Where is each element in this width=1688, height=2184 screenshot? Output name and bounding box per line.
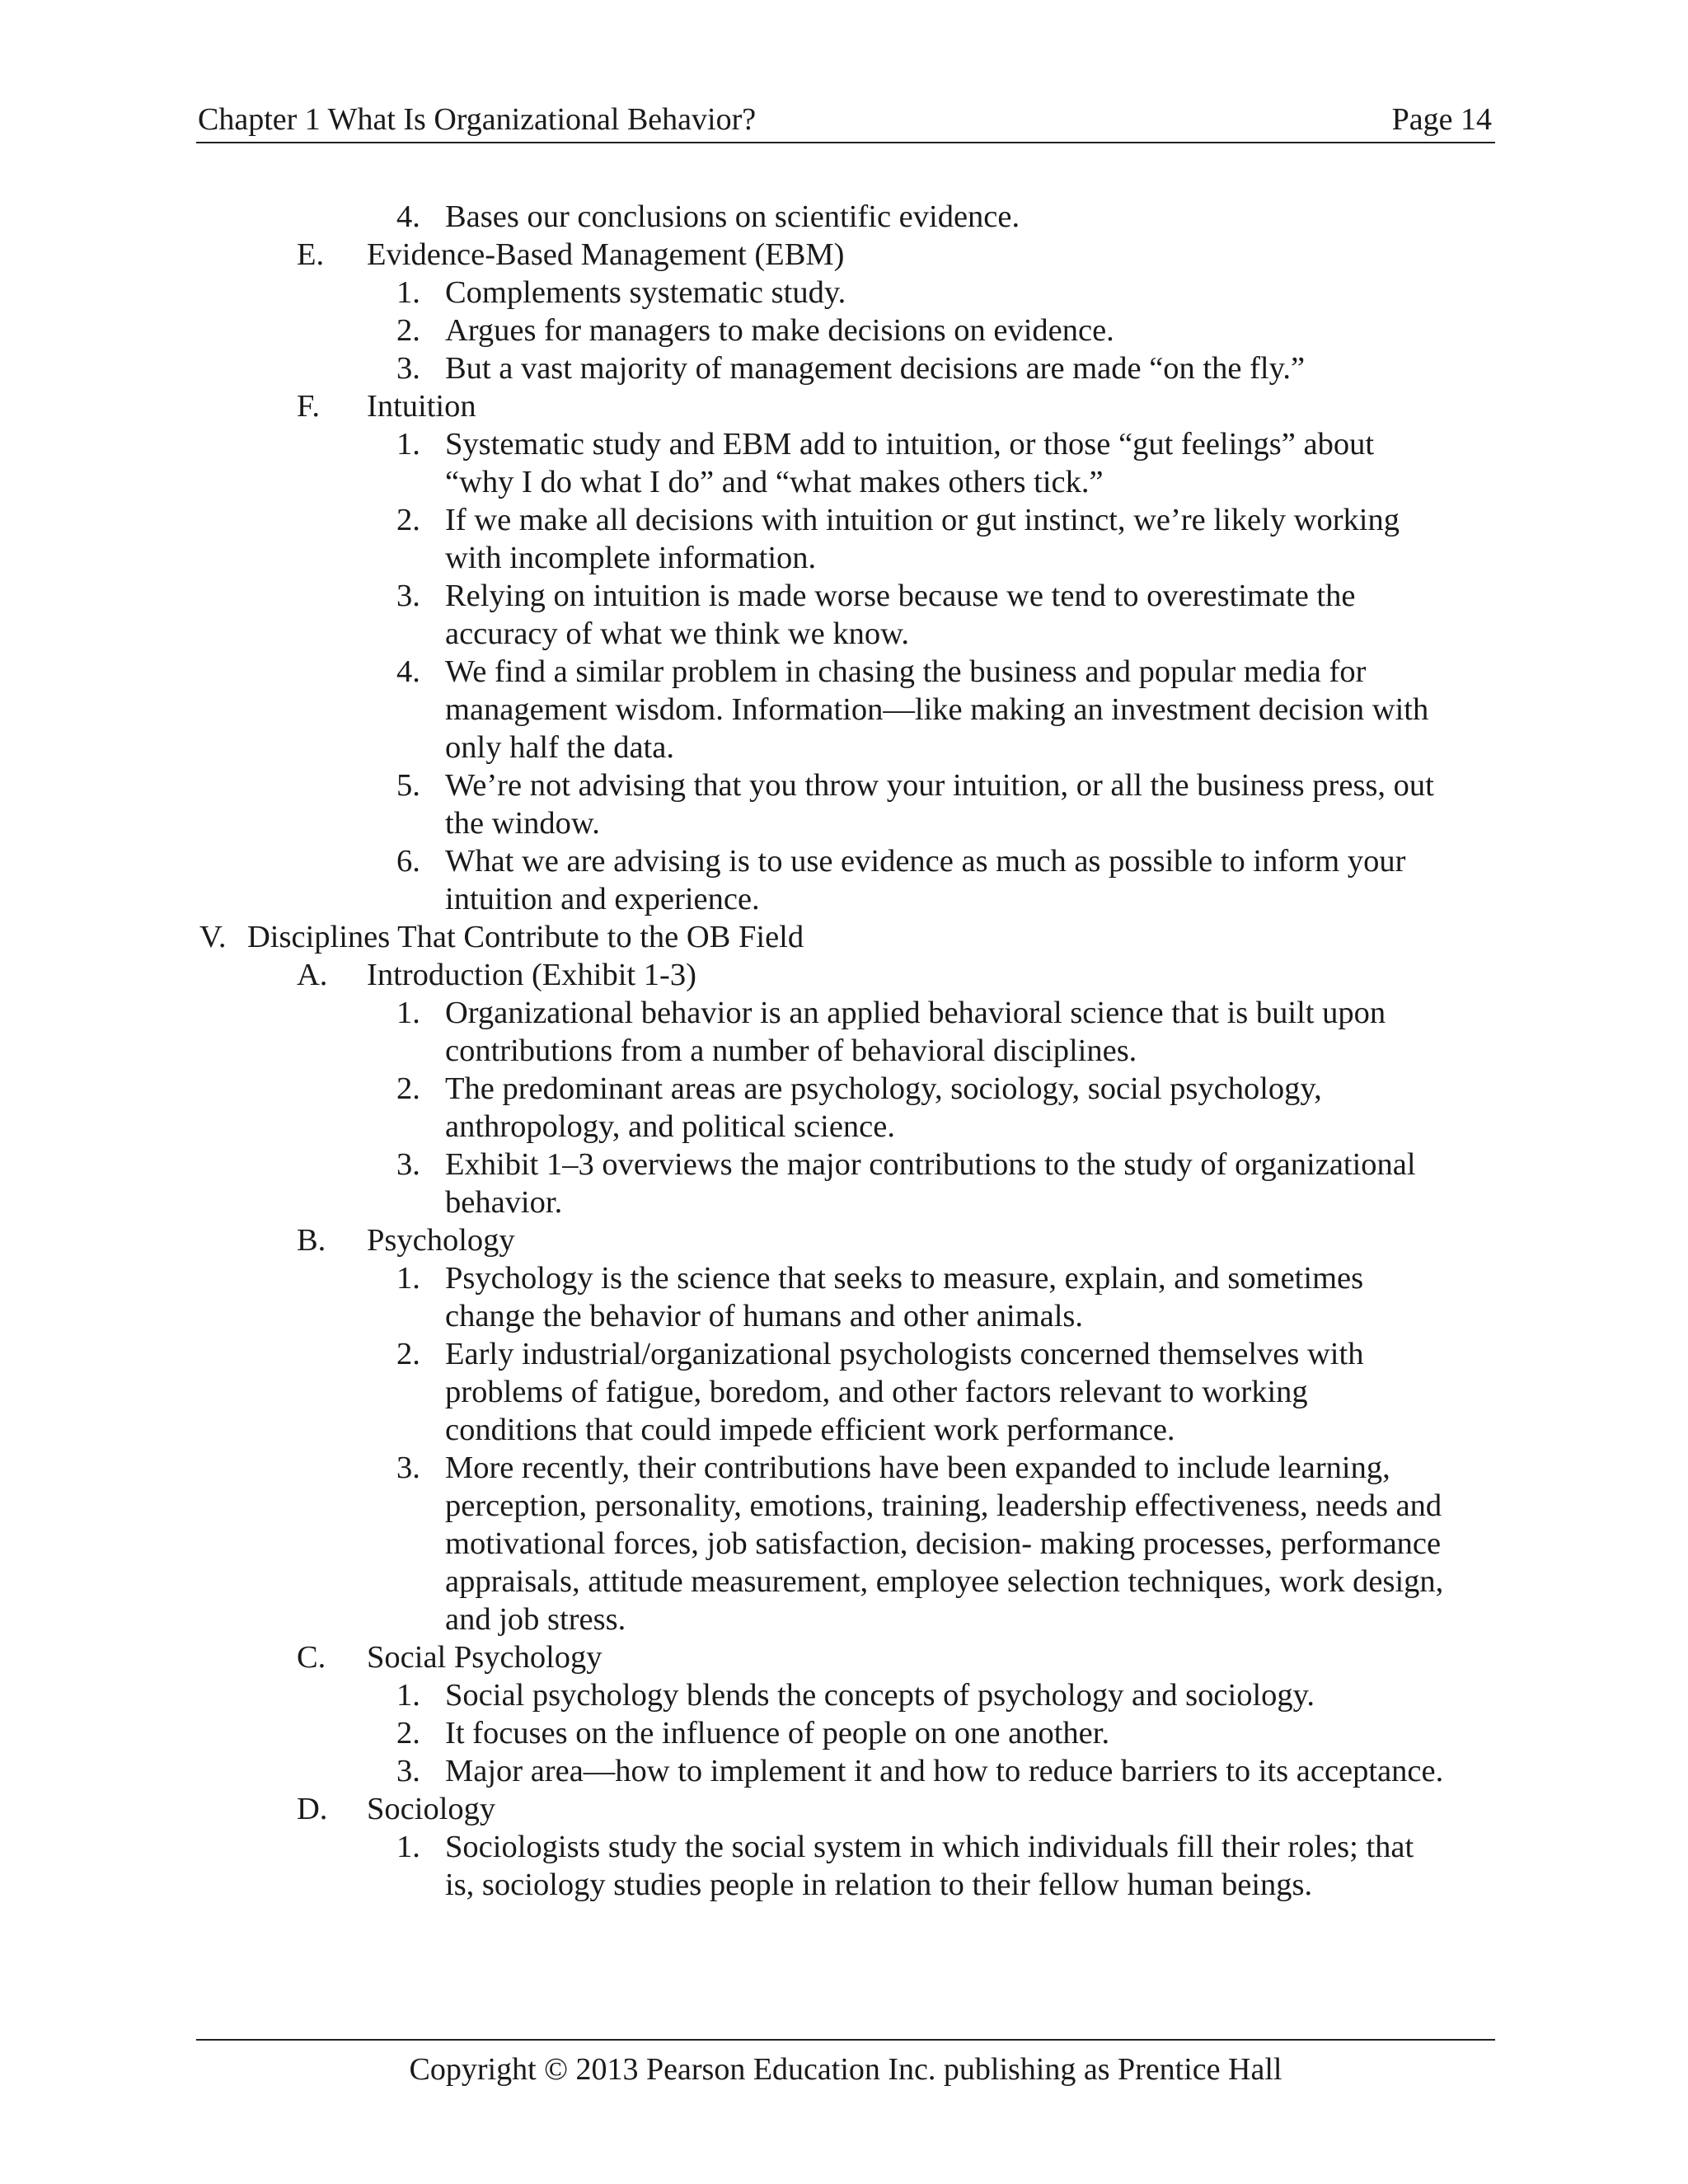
outline-text: More recently, their contributions have been expanded to include learning,: [445, 1451, 1390, 1485]
outline-marker: 4.: [396, 199, 420, 234]
outline-subsection-line: [0, 1638, 1688, 1676]
outline-continuation-line: [0, 804, 1688, 842]
outline-continuation-line: [0, 880, 1688, 918]
outline-text: perception, personality, emotions, training, leadership effectiveness, needs and: [445, 1488, 1442, 1523]
outline-continuation-line: [0, 615, 1688, 653]
outline-marker: 2.: [396, 1337, 420, 1371]
outline-marker: 3.: [396, 351, 420, 386]
outline-marker: 5.: [396, 768, 420, 803]
outline-continuation-line: [0, 463, 1688, 501]
outline-continuation-line: [0, 539, 1688, 577]
outline-text: Organizational behavior is an applied behavioral science that is built upon: [445, 996, 1386, 1030]
outline-continuation-line: [0, 1183, 1688, 1221]
outline-item-line: [0, 577, 1688, 615]
outline-continuation-line: [0, 691, 1688, 729]
outline-marker: A.: [297, 958, 328, 992]
outline-marker: 2.: [396, 313, 420, 348]
outline-text: change the behavior of humans and other animals.: [445, 1299, 1084, 1333]
outline-item-line: [0, 766, 1688, 804]
outline-marker: 1.: [396, 1261, 420, 1296]
outline-item-line: [0, 842, 1688, 880]
chapter-title: Chapter 1 What Is Organizational Behavior?: [198, 102, 757, 137]
outline-text: We find a similar problem in chasing the business and popular media for: [445, 654, 1367, 689]
outline-continuation-line: [0, 1525, 1688, 1563]
outline-continuation-line: [0, 1108, 1688, 1146]
outline-marker: 1.: [396, 1830, 420, 1864]
outline-marker: 2.: [396, 1071, 420, 1106]
outline-text: Intuition: [367, 389, 476, 424]
outline-text: Disciplines That Contribute to the OB Field: [247, 920, 804, 954]
outline-text: conditions that could impede efficient work performance.: [445, 1413, 1175, 1447]
outline-text: If we make all decisions with intuition or gut instinct, we’re likely working: [445, 503, 1400, 537]
outline-text: It focuses on the influence of people on one another.: [445, 1716, 1110, 1750]
outline-text: The predominant areas are psychology, sociology, social psychology,: [445, 1071, 1322, 1106]
outline-marker: 3.: [396, 579, 420, 613]
outline-item-line: [0, 501, 1688, 539]
outline-marker: D.: [297, 1792, 328, 1826]
outline-item-line: [0, 198, 1688, 236]
outline-text: only half the data.: [445, 730, 674, 765]
outline-text: and job stress.: [445, 1602, 626, 1637]
outline-text: But a vast majority of management decisions are made “on the fly.”: [445, 351, 1306, 386]
outline-subsection-line: [0, 387, 1688, 425]
outline-marker: 1.: [396, 275, 420, 310]
outline-text: accuracy of what we think we know.: [445, 616, 910, 651]
outline-text: Bases our conclusions on scientific evidence.: [445, 199, 1020, 234]
outline-subsection-line: [0, 956, 1688, 994]
outline-continuation-line: [0, 1563, 1688, 1601]
outline-item-line: [0, 1828, 1688, 1866]
outline-continuation-line: [0, 1487, 1688, 1525]
outline-item-line: [0, 994, 1688, 1032]
outline-marker: 4.: [396, 654, 420, 689]
outline-marker: B.: [297, 1223, 326, 1258]
page-number: Page 14: [1391, 102, 1492, 137]
outline-continuation-line: [0, 729, 1688, 766]
outline-marker: 1.: [396, 427, 420, 462]
outline-item-line: [0, 1752, 1688, 1790]
copyright-notice: Copyright © 2013 Pearson Education Inc. publishing as Prentice Hall: [409, 2052, 1282, 2087]
outline-item-line: [0, 425, 1688, 463]
outline-text: Early industrial/organizational psychologists concerned themselves with: [445, 1337, 1364, 1371]
outline-item-line: [0, 653, 1688, 691]
outline-text: anthropology, and political science.: [445, 1109, 895, 1144]
outline-text: Psychology: [367, 1223, 515, 1258]
outline-item-line: [0, 349, 1688, 387]
outline-text: Introduction (Exhibit 1-3): [367, 958, 696, 992]
outline-item-line: [0, 1070, 1688, 1108]
outline-text: problems of fatigue, boredom, and other factors relevant to working: [445, 1375, 1308, 1409]
outline-text: Sociology: [367, 1792, 496, 1826]
outline-marker: C.: [297, 1640, 326, 1675]
outline-item-line: [0, 1335, 1688, 1373]
outline-subsection-line: [0, 1790, 1688, 1828]
outline-text: contributions from a number of behavioral disciplines.: [445, 1033, 1137, 1068]
outline-item-line: [0, 1449, 1688, 1487]
outline-section-line: [0, 918, 1688, 956]
outline-text: What we are advising is to use evidence as much as possible to inform your: [445, 844, 1406, 879]
outline-text: Relying on intuition is made worse because we tend to overestimate the: [445, 579, 1356, 613]
outline-continuation-line: [0, 1601, 1688, 1638]
outline-marker: 6.: [396, 844, 420, 879]
outline-marker: 2.: [396, 1716, 420, 1750]
outline-text: Exhibit 1–3 overviews the major contributions to the study of organizational: [445, 1147, 1416, 1182]
outline-continuation-line: [0, 1032, 1688, 1070]
outline-text: Argues for managers to make decisions on evidence.: [445, 313, 1114, 348]
outline-text: is, sociology studies people in relation to their fellow human beings.: [445, 1868, 1313, 1902]
outline-item-line: [0, 312, 1688, 349]
outline-item-line: [0, 1676, 1688, 1714]
outline-text: Sociologists study the social system in which individuals fill their roles; that: [445, 1830, 1414, 1864]
page-footer: [196, 2039, 1495, 2088]
outline-marker: E.: [297, 237, 325, 272]
outline-text: Social psychology blends the concepts of psychology and sociology.: [445, 1678, 1315, 1713]
outline-continuation-line: [0, 1373, 1688, 1411]
outline-marker: 1.: [396, 996, 420, 1030]
outline-text: intuition and experience.: [445, 882, 760, 916]
outline-text: Social Psychology: [367, 1640, 603, 1675]
outline-text: motivational forces, job satisfaction, decision- making processes, performance: [445, 1526, 1442, 1561]
outline-marker: 3.: [396, 1754, 420, 1788]
outline-marker: 2.: [396, 503, 420, 537]
outline-text: Complements systematic study.: [445, 275, 846, 310]
outline-marker: 3.: [396, 1451, 420, 1485]
outline-subsection-line: [0, 236, 1688, 274]
outline-text: appraisals, attitude measurement, employee selection techniques, work design,: [445, 1564, 1444, 1599]
outline-item-line: [0, 274, 1688, 312]
outline-text: the window.: [445, 806, 600, 841]
outline-text: Evidence-Based Management (EBM): [367, 237, 845, 272]
outline-text: Psychology is the science that seeks to measure, explain, and sometimes: [445, 1261, 1364, 1296]
outline-continuation-line: [0, 1866, 1688, 1904]
outline-text: behavior.: [445, 1185, 563, 1220]
outline-text: Systematic study and EBM add to intuition, or those “gut feelings” about: [445, 427, 1375, 462]
outline-marker: 3.: [396, 1147, 420, 1182]
outline-text: Major area—how to implement it and how to reduce barriers to its acceptance.: [445, 1754, 1444, 1788]
outline-marker: 1.: [396, 1678, 420, 1713]
outline-item-line: [0, 1146, 1688, 1183]
outline-text: with incomplete information.: [445, 541, 817, 575]
outline-body: [0, 198, 1688, 1904]
outline-text: “why I do what I do” and “what makes others tick.”: [445, 465, 1104, 499]
outline-continuation-line: [0, 1411, 1688, 1449]
outline-continuation-line: [0, 1297, 1688, 1335]
outline-marker: F.: [297, 389, 320, 424]
outline-subsection-line: [0, 1221, 1688, 1259]
outline-text: We’re not advising that you throw your intuition, or all the business press, out: [445, 768, 1434, 803]
page-header: [196, 97, 1495, 143]
outline-text: management wisdom. Information—like making an investment decision with: [445, 692, 1429, 727]
outline-item-line: [0, 1259, 1688, 1297]
outline-marker: V.: [199, 920, 227, 954]
outline-item-line: [0, 1714, 1688, 1752]
